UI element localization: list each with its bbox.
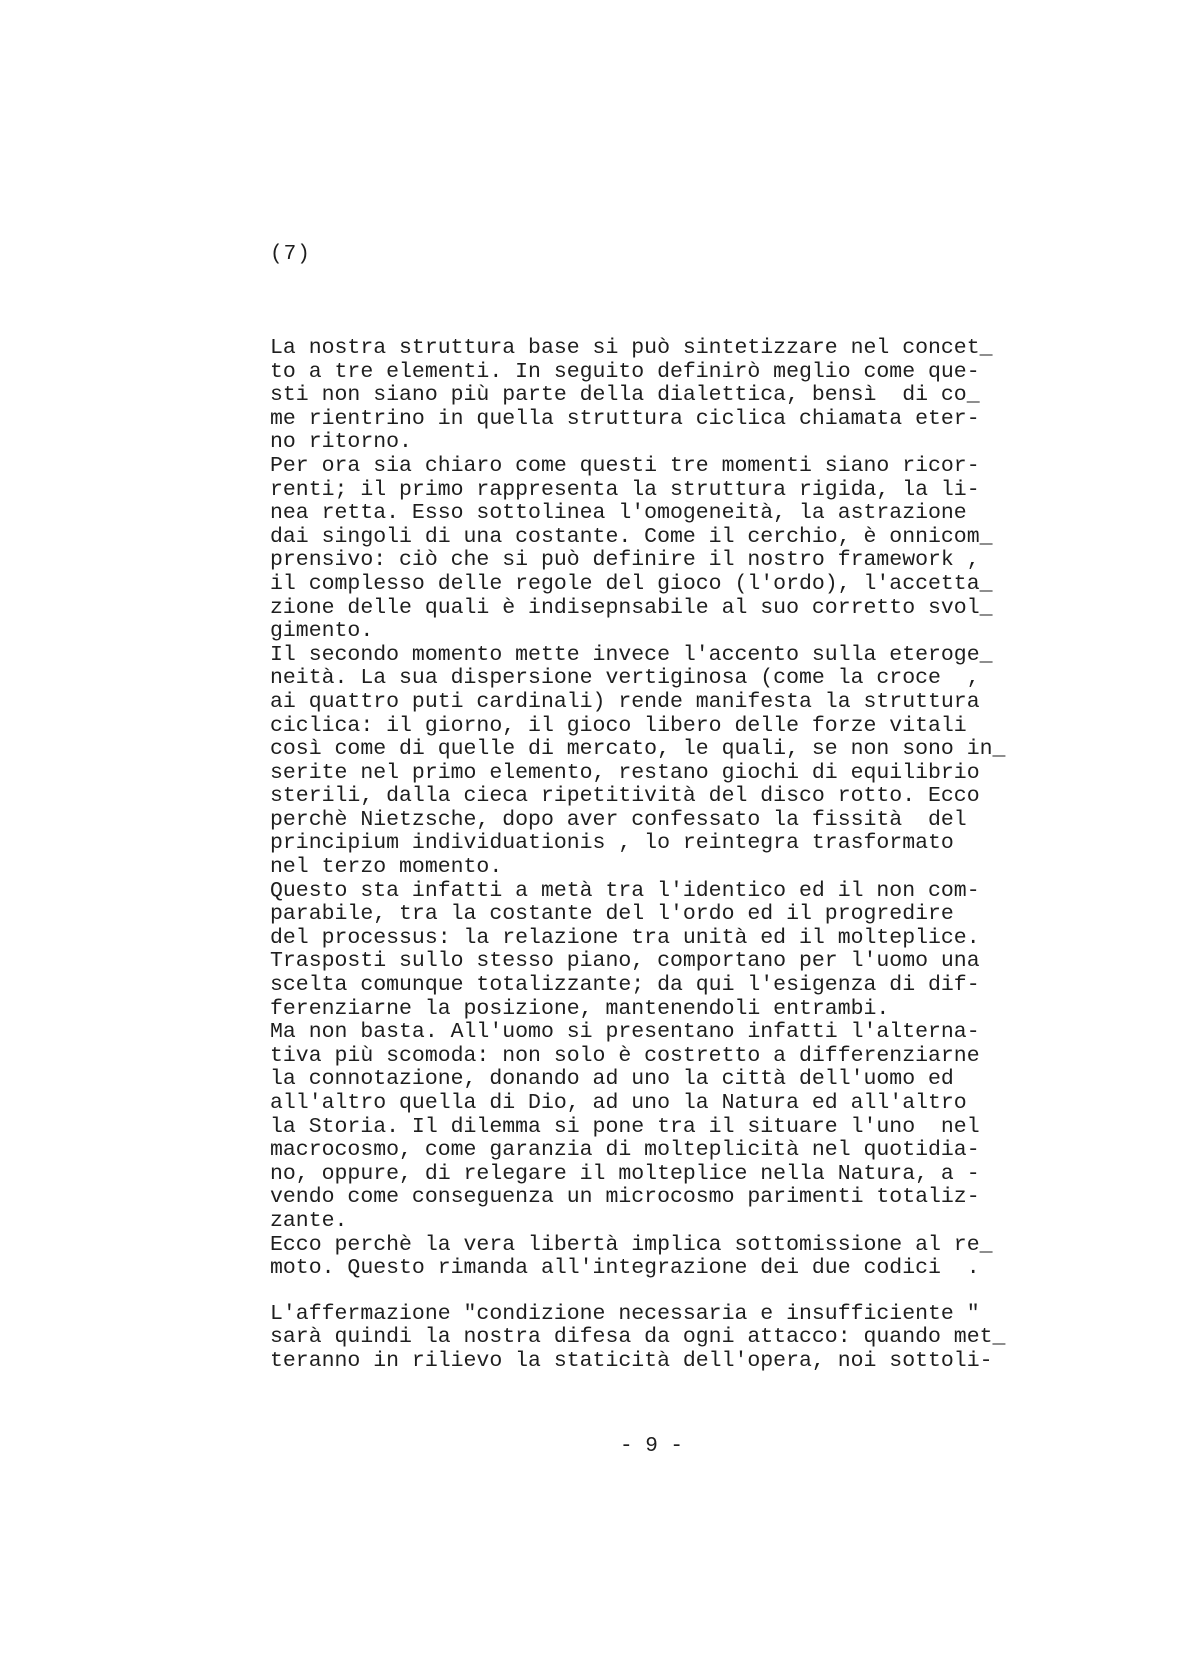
text-line: zante. bbox=[270, 1208, 348, 1233]
text-line: del processus: la relazione tra unità ed il molteplice. bbox=[270, 925, 980, 950]
text-line: Per ora sia chiaro come questi tre momenti siano ricor- bbox=[270, 453, 980, 478]
text-line: to a tre elementi. In seguito definirò meglio come que- bbox=[270, 359, 980, 384]
text-line: all'altro quella di Dio, ad uno la Natura ed all'altro bbox=[270, 1091, 967, 1115]
text-line: la Storia. Il dilemma si pone tra il situare l'uno nel bbox=[270, 1114, 980, 1139]
text-line: moto. Questo rimanda all'integrazione dei due codici . bbox=[270, 1256, 980, 1281]
paragraph-1 bbox=[270, 337, 1070, 1281]
text-line: Trasposti sullo stesso piano, comportano per l'uomo una bbox=[270, 949, 980, 974]
text-line: Ecco perchè la vera libertà implica sottomissione al re_ bbox=[270, 1232, 993, 1257]
text-line: macrocosmo, come garanzia di molteplicità nel quotidia- bbox=[270, 1138, 980, 1163]
text-line: sarà quindi la nostra difesa da ogni attacco: quando met_ bbox=[270, 1325, 1006, 1350]
text-line: teranno in rilievo la staticità dell'opera, noi sottoli- bbox=[270, 1348, 993, 1373]
text-line: ai quattro puti cardinali) rende manifesta la struttura bbox=[270, 689, 980, 714]
note-marker: (7) bbox=[270, 243, 311, 266]
text-line: sti non siano più parte della dialettica, bensì di co_ bbox=[270, 383, 980, 408]
text-line: nel terzo momento. bbox=[270, 855, 503, 880]
text-line: serite nel primo elemento, restano giochi di equilibrio bbox=[270, 760, 980, 785]
paragraph-gap bbox=[270, 1281, 1070, 1303]
paragraph-2 bbox=[270, 1303, 1070, 1374]
text-line: Il secondo momento mette invece l'accento sulla eteroge_ bbox=[270, 642, 993, 667]
text-line: la connotazione, donando ad uno la città dell'uomo ed bbox=[270, 1067, 954, 1092]
text-line: dai singoli di una costante. Come il cerchio, è onnicom_ bbox=[270, 524, 993, 549]
text-line: renti; il primo rappresenta la struttura rigida, la li- bbox=[270, 477, 980, 502]
text-line: neità. La sua dispersione vertiginosa (come la croce , bbox=[270, 666, 980, 691]
text-line: me rientrino in quella struttura ciclica chiamata eter- bbox=[270, 406, 980, 431]
text-line: vendo come conseguenza un microcosmo parimenti totaliz- bbox=[270, 1185, 980, 1210]
text-line: parabile, tra la costante del l'ordo ed il progredire bbox=[270, 902, 954, 927]
text-line: gimento. bbox=[270, 619, 374, 644]
text-line: scelta comunque totalizzante; da qui l'esigenza di dif- bbox=[270, 973, 980, 998]
text-line: La nostra struttura base si può sintetizzare nel concet_ bbox=[270, 336, 993, 360]
text-line: Ma non basta. All'uomo si presentano infatti l'alterna- bbox=[270, 1020, 980, 1045]
body-text bbox=[270, 337, 1070, 1374]
text-line: ciclica: il giorno, il gioco libero delle forze vitali bbox=[270, 713, 967, 738]
text-line: nea retta. Esso sottolinea l'omogeneità, la astrazione bbox=[270, 501, 967, 526]
page-number: - 9 - bbox=[620, 1435, 684, 1458]
text-line: prensivo: ciò che si può definire il nostro framework , bbox=[270, 548, 980, 573]
text-line: così come di quelle di mercato, le quali, se non sono in_ bbox=[270, 737, 1006, 762]
text-line: tiva più scomoda: non solo è costretto a differenziarne bbox=[270, 1043, 980, 1068]
text-line: ferenziarne la posizione, mantenendoli entrambi. bbox=[270, 996, 890, 1021]
text-line: Questo sta infatti a metà tra l'identico ed il non com- bbox=[270, 878, 980, 903]
text-line: sterili, dalla cieca ripetitività del disco rotto. Ecco bbox=[270, 784, 980, 809]
text-line: L'affermazione "condizione necessaria e insufficiente " bbox=[270, 1301, 980, 1326]
text-line: principium individuationis , lo reintegra trasformato bbox=[270, 831, 954, 856]
text-line: no ritorno. bbox=[270, 430, 412, 455]
text-line: zione delle quali è indisepnsabile al suo corretto svol_ bbox=[270, 595, 993, 620]
text-line: no, oppure, di relegare il molteplice nella Natura, a - bbox=[270, 1161, 980, 1186]
text-line: perchè Nietzsche, dopo aver confessato la fissità del bbox=[270, 807, 967, 832]
text-line: il complesso delle regole del gioco (l'ordo), l'accetta_ bbox=[270, 571, 993, 596]
